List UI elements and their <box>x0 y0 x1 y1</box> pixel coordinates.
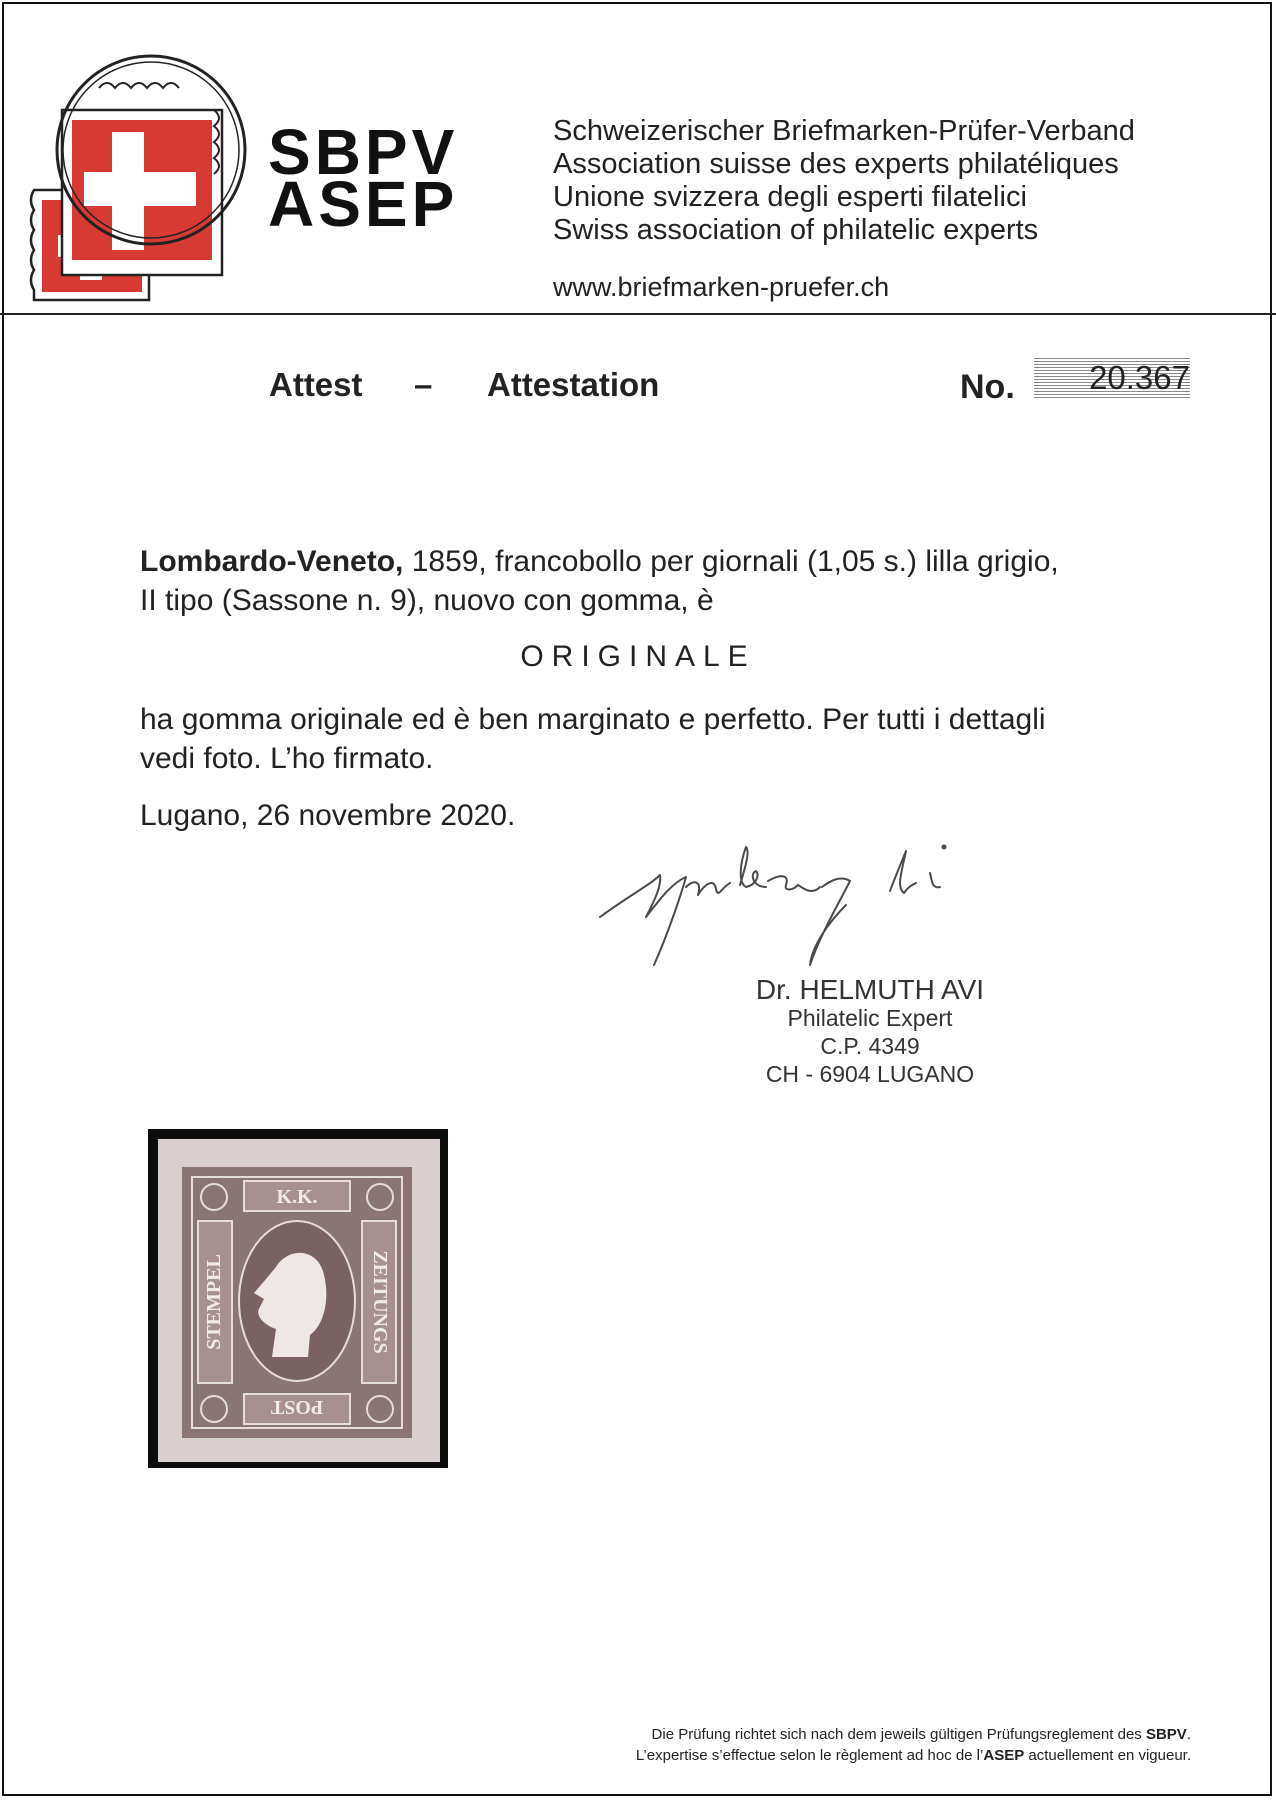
association-name-fr: Association suisse des experts philatéliques <box>553 148 1119 180</box>
title-attestation: Attestation <box>487 366 660 403</box>
footer-line-2 <box>636 1745 1191 1766</box>
stamp-label-left: STEMPEL <box>203 1254 225 1350</box>
certificate-number: 20.367 <box>1034 356 1190 400</box>
footer-line-2-text: L’expertise s’effectue selon le règlement ad hoc de l’ <box>635 1747 984 1764</box>
footer-line-1-bold: SBPV <box>1145 1726 1187 1743</box>
acronym-asep: ASEP <box>268 168 459 240</box>
stamp-label-right: ZEITUNGS <box>369 1250 391 1354</box>
footer-note <box>636 1724 1191 1766</box>
title-dash: – <box>414 366 433 403</box>
newspaper-stamp-image <box>148 1129 448 1468</box>
expert-role: Philatelic Expert <box>787 1005 953 1031</box>
title-attest: Attest <box>269 366 363 403</box>
footer-line-1-text: Die Prüfung richtet sich nach dem jeweils gültigen Prüfungsreglement des <box>651 1726 1146 1743</box>
header-divider <box>0 313 1276 315</box>
footer-line-1-end: . <box>1186 1726 1191 1743</box>
details-line-2: vedi foto. L’ho firmato. <box>140 742 434 775</box>
description-line-2: II tipo (Sassone n. 9), nuovo con gomma, è <box>140 584 714 617</box>
place-date: Lugano, 26 novembre 2020. <box>140 799 516 832</box>
association-name-de: Schweizerischer Briefmarken-Prüfer-Verband <box>553 115 1135 147</box>
expert-address: CH - 6904 LUGANO <box>765 1061 975 1087</box>
description-text: 1859, francobollo per giornali (1,05 s.) lilla grigio, <box>403 545 1059 578</box>
expert-po-box: C.P. 4349 <box>820 1033 920 1059</box>
stamp-label-bottom: POST <box>270 1396 324 1418</box>
details-line-1: ha gomma originale ed è ben marginato e perfetto. Per tutti i dettagli <box>140 703 1046 736</box>
stamp-label-top: K.K. <box>276 1186 318 1208</box>
website-link[interactable]: www.briefmarken-pruefer.ch <box>553 272 890 302</box>
swiss-cross-stamp-logo <box>14 40 264 310</box>
expert-stamp <box>740 976 1000 1088</box>
verdict: ORIGINALE <box>520 640 756 673</box>
stamp-photo <box>148 1129 448 1468</box>
description-country: Lombardo-Veneto, <box>140 545 404 578</box>
expert-name: Dr. HELMUTH AVI <box>755 974 985 1005</box>
footer-line-1 <box>636 1724 1191 1745</box>
certificate-number-label: No. <box>960 368 1015 406</box>
description-line-1 <box>140 543 1195 580</box>
association-name-en: Swiss association of philatelic experts <box>553 214 1039 246</box>
association-name-it: Unione svizzera degli esperti filatelici <box>553 181 1027 213</box>
footer-line-2-end: actuellement en vigueur. <box>1024 1747 1191 1764</box>
handwritten-signature <box>590 825 1070 980</box>
acronym-sbpv: SBPV <box>268 116 459 188</box>
footer-line-2-bold: ASEP <box>983 1747 1025 1764</box>
